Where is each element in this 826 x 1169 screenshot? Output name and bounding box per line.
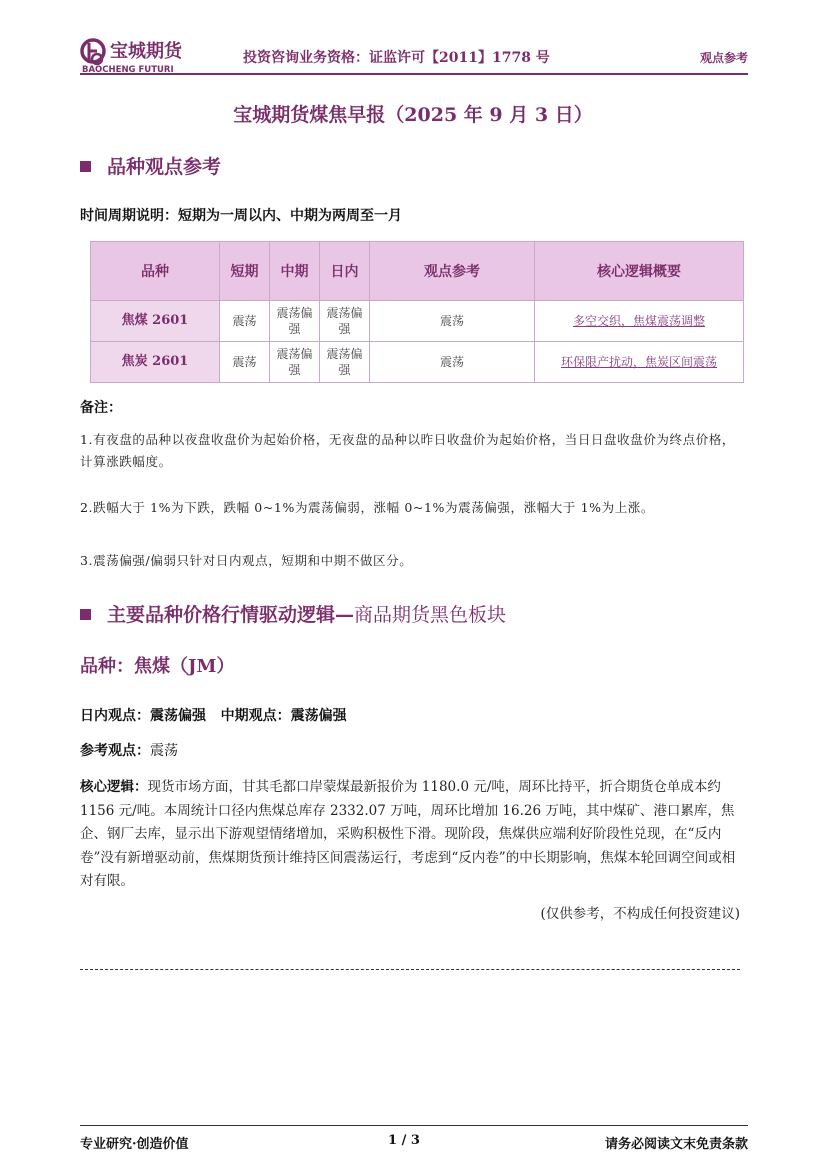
section-heading-text: 品种观点参考: [107, 156, 222, 178]
reference-view: 震荡: [370, 342, 535, 383]
column-header: 观点参考: [370, 242, 535, 301]
product-name: 焦煤 2601: [91, 301, 220, 342]
core-logic-link[interactable]: 环保限产扰动，焦炭区间震荡: [535, 342, 744, 383]
logo-text-cn: 宝城期货: [110, 41, 182, 62]
core-logic-text: 现货市场方面，甘其毛都口岸蒙煤最新报价为 1180.0 元/吨，周环比持平，折合期货仓单成本约 1156 元/吨。本周统计口径内焦煤总库存 2332.07 万吨，周环比增加 16.26 万吨，其中煤矿、港口累库，焦企、钢厂去库，显示出下游观望情绪增加，采购积极性下滑。现阶段，焦煤供应端利好阶段性兑现，在“反内卷”没有新增驱动前，焦煤期货预计维持区间震荡运行，考虑到“反内卷”的中长期影响，焦煤本轮回调空间或相对有限。: [80, 779, 736, 889]
views-table: [90, 241, 744, 383]
reference-view: 震荡: [370, 301, 535, 342]
core-logic-label: 核心逻辑：: [80, 779, 148, 795]
column-header: 中期: [270, 242, 320, 301]
note-item: 3.震荡偏强/偏弱只针对日内观点，短期和中期不做区分。: [80, 553, 413, 568]
square-bullet-icon: [80, 161, 91, 172]
logo-text-en: BAOCHENG FUTURI: [82, 65, 174, 75]
reference-view-line: [80, 740, 178, 760]
report-title: 宝城期货煤焦早报（2025 年 9 月 3 日）: [233, 104, 593, 126]
mid-term-view: 震荡偏强: [270, 301, 320, 342]
column-header: 核心逻辑概要: [535, 242, 744, 301]
footer-slogan: 专业研究·创造价值: [80, 1137, 189, 1152]
mid-term-view: 震荡偏强: [270, 342, 320, 383]
table-header-row: [91, 242, 744, 301]
section-heading-views: [80, 152, 221, 179]
footer-disclaimer-link[interactable]: 请务必阅读文末免责条款: [604, 1137, 748, 1152]
views-line: 日内观点：震荡偏强 中期观点：震荡偏强: [80, 708, 347, 724]
product-title: 品种：焦煤（JM）: [80, 656, 235, 677]
dashed-divider: [80, 969, 740, 970]
header-tag: 观点参考: [699, 51, 748, 65]
section-heading-subtext: 商品期货黑色板块: [354, 604, 507, 626]
notes-title: 备注：: [80, 400, 122, 416]
core-logic-link[interactable]: 多空交织，焦煤震荡调整: [535, 301, 744, 342]
square-bullet-icon: [80, 609, 91, 620]
short-term-view: 震荡: [220, 342, 270, 383]
column-header: 短期: [220, 242, 270, 301]
table-row: [91, 342, 744, 383]
reference-value: 震荡: [150, 743, 178, 759]
note-item: 1.有夜盘的品种以夜盘收盘价为起始价格，无夜盘的品种以昨日收盘价为起始价格，当日日盘收盘价为终点价格，计算涨跌幅度。: [80, 432, 736, 469]
disclaimer: (仅供参考，不构成任何投资建议): [540, 906, 740, 922]
intraday-view: 震荡偏强: [320, 342, 370, 383]
product-name: 焦炭 2601: [91, 342, 220, 383]
header-qualification: 投资咨询业务资格：证监许可【2011】1778 号: [243, 50, 550, 66]
column-header: 品种: [91, 242, 220, 301]
intraday-view: 震荡偏强: [320, 301, 370, 342]
core-logic-paragraph: [80, 776, 748, 894]
column-header: 日内: [320, 242, 370, 301]
header-divider: [80, 73, 748, 75]
footer-divider: [80, 1125, 748, 1126]
period-note: 时间周期说明：短期为一周以内、中期为两周至一月: [80, 208, 402, 224]
section-heading-drivers: [80, 600, 506, 627]
page-number: 1 / 3: [388, 1133, 420, 1148]
short-term-view: 震荡: [220, 301, 270, 342]
reference-label: 参考观点：: [80, 743, 150, 759]
section-heading-text: 主要品种价格行情驱动逻辑—: [107, 604, 355, 626]
note-item: 2.跌幅大于 1%为下跌，跌幅 0~1%为震荡偏弱，涨幅 0~1%为震荡偏强，涨幅大于 1%为上涨。: [80, 500, 654, 515]
company-logo: [80, 35, 200, 75]
logo-mark-icon: [82, 40, 104, 64]
table-row: [91, 301, 744, 342]
